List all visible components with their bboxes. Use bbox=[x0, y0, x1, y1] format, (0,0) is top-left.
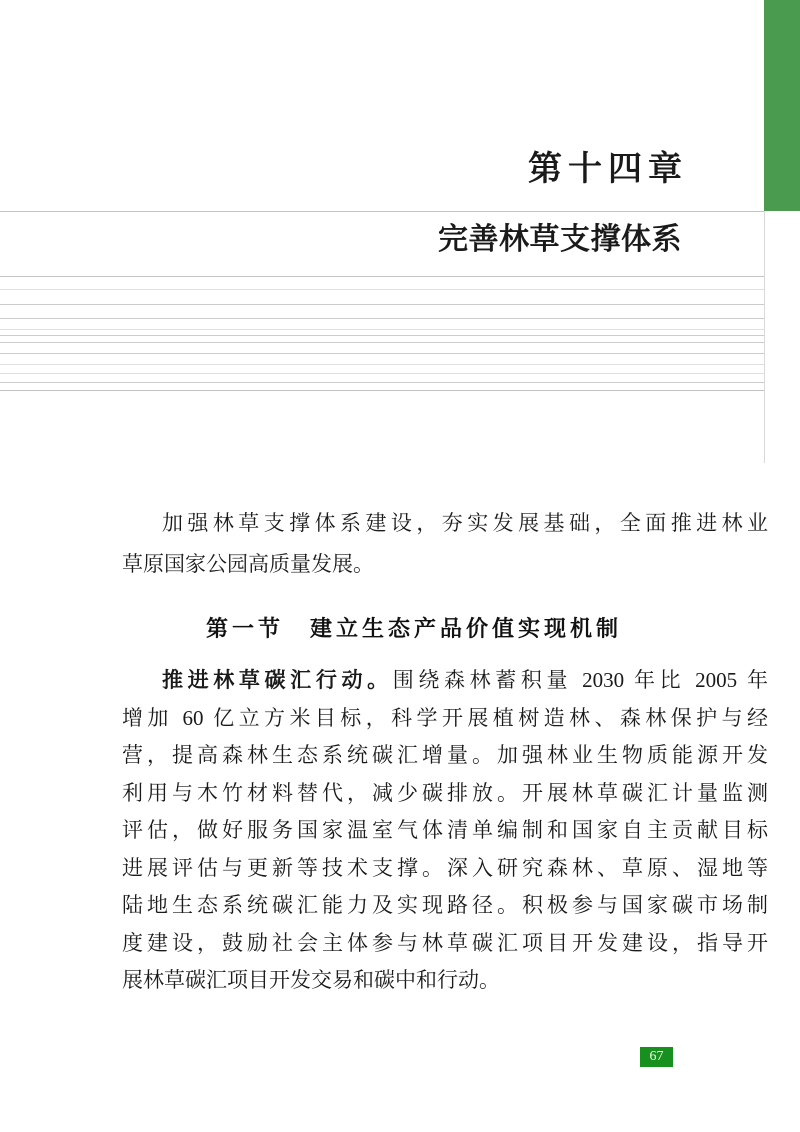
paragraph-line: 增加 60 亿立方米目标，科学开展植树造林、森林保护与经 bbox=[122, 705, 768, 730]
ruled-line bbox=[0, 276, 764, 277]
paragraph-line: 展林草碳汇项目开发交易和碳中和行动。 bbox=[122, 968, 500, 992]
paragraph-line: 进展评估与更新等技术支撑。深入研究森林、草原、湿地等 bbox=[122, 855, 768, 880]
chapter-accent-bar bbox=[764, 0, 800, 211]
ruled-line bbox=[0, 373, 764, 374]
ruled-line bbox=[0, 304, 764, 305]
intro-line: 草原国家公园高质量发展。 bbox=[122, 552, 374, 576]
paragraph-line: 陆地生态系统碳汇能力及实现路径。积极参与国家碳市场制 bbox=[122, 893, 768, 917]
intro-paragraph bbox=[122, 503, 768, 585]
paragraph-line: 营，提高森林生态系统碳汇增量。加强林业生物质能源开发 bbox=[122, 743, 768, 767]
chapter-title: 第十四章 bbox=[528, 151, 688, 188]
chapter-subtitle: 完善林草支撑体系 bbox=[438, 223, 682, 256]
section-heading: 第一节 建立生态产品价值实现机制 bbox=[206, 616, 623, 641]
ruled-line bbox=[0, 382, 764, 383]
ruled-line bbox=[0, 353, 764, 354]
paragraph-line: 利用与木竹材料替代，减少碳排放。开展林草碳汇计量监测 bbox=[122, 780, 768, 805]
ruled-line bbox=[0, 364, 764, 365]
ruled-line bbox=[0, 335, 764, 336]
paragraph-line-text: 围绕森林蓄积量 2030 年比 2005 年 bbox=[392, 668, 769, 692]
body-paragraph bbox=[122, 662, 768, 1000]
ruled-line bbox=[0, 390, 764, 391]
vertical-divider bbox=[764, 211, 765, 463]
header-divider bbox=[0, 211, 764, 212]
ruled-line bbox=[0, 329, 764, 330]
intro-line: 加强林草支撑体系建设，夯实发展基础，全面推进林业 bbox=[162, 511, 768, 535]
paragraph-line bbox=[122, 662, 768, 700]
page-number-badge: 67 bbox=[640, 1047, 673, 1067]
ruled-line bbox=[0, 342, 764, 343]
paragraph-line: 度建设，鼓励社会主体参与林草碳汇项目开发建设，指导开 bbox=[122, 930, 768, 955]
ruled-line bbox=[0, 289, 764, 290]
paragraph-bold-lead: 推进林草碳汇行动。 bbox=[162, 668, 393, 692]
ruled-line bbox=[0, 318, 764, 319]
paragraph-line: 评估，做好服务国家温室气体清单编制和国家自主贡献目标 bbox=[122, 818, 768, 842]
